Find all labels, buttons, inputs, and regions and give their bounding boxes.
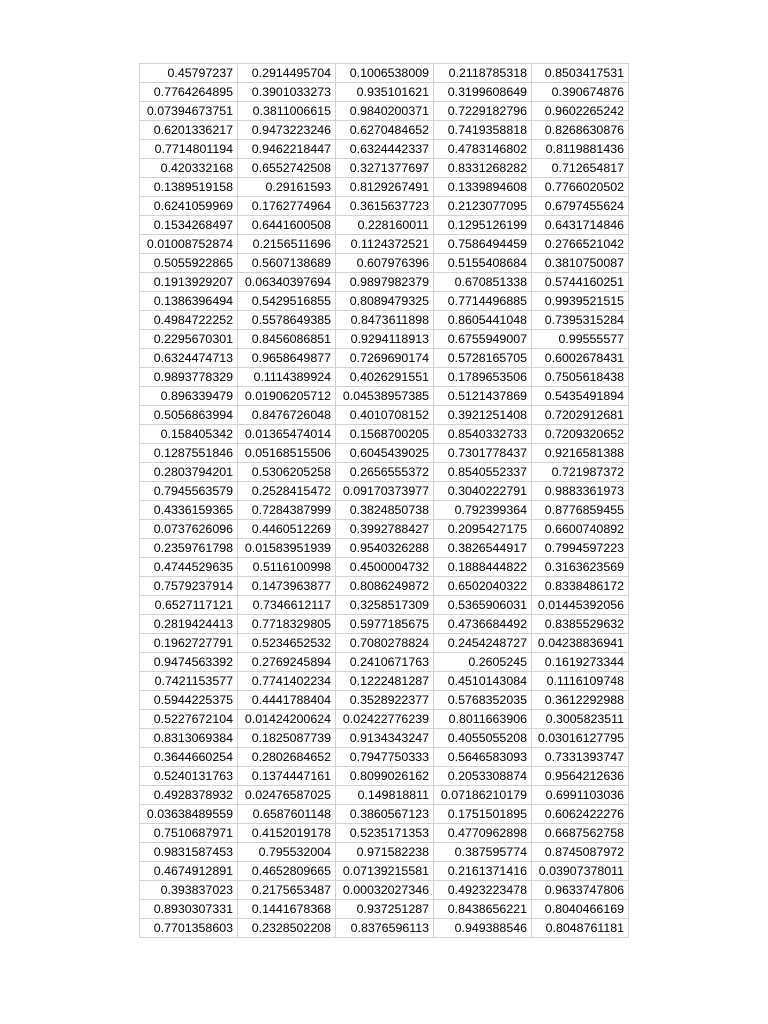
table-cell[interactable]: 0.0737626096 [140,520,238,539]
table-cell[interactable]: 0.8540552337 [434,463,532,482]
table-cell[interactable]: 0.2656555372 [336,463,434,482]
table-cell[interactable]: 0.06340397694 [238,273,336,292]
table-cell[interactable]: 0.6062422276 [532,805,629,824]
table-cell[interactable]: 0.07186210179 [434,786,532,805]
table-cell[interactable]: 0.5944225375 [140,691,238,710]
table-cell[interactable]: 0.3528922377 [336,691,434,710]
table-cell[interactable]: 0.2605245 [434,653,532,672]
table-cell[interactable]: 0.7080278824 [336,634,434,653]
table-row [140,178,629,197]
table-cell[interactable]: 0.1222481287 [336,672,434,691]
table-cell[interactable]: 0.9658649877 [238,349,336,368]
table-row [140,919,629,938]
table-cell[interactable]: 0.8745087972 [532,843,629,862]
table-cell[interactable]: 0.1114389924 [238,368,336,387]
table-cell[interactable]: 0.4010708152 [336,406,434,425]
table-cell[interactable]: 0.8040466169 [532,900,629,919]
table-cell[interactable]: 0.3860567123 [336,805,434,824]
table-cell[interactable]: 0.7209320652 [532,425,629,444]
table-cell[interactable]: 0.7510687971 [140,824,238,843]
table-cell[interactable]: 0.2359761798 [140,539,238,558]
table-cell[interactable]: 0.896339479 [140,387,238,406]
table-cell[interactable]: 0.795532004 [238,843,336,862]
table-cell[interactable]: 0.5977185675 [336,615,434,634]
table-cell[interactable]: 0.1789653506 [434,368,532,387]
table-cell[interactable]: 0.1124372521 [336,235,434,254]
table-cell[interactable]: 0.9473223246 [238,121,336,140]
table-cell[interactable]: 0.8385529632 [532,615,629,634]
table-cell[interactable]: 0.7505618438 [532,368,629,387]
table-cell[interactable]: 0.3258517309 [336,596,434,615]
table-cell[interactable]: 0.8119881436 [532,140,629,159]
table-cell[interactable]: 0.2161371416 [434,862,532,881]
table-cell[interactable]: 0.5607138689 [238,254,336,273]
table-cell[interactable]: 0.01583951939 [238,539,336,558]
table-cell[interactable]: 0.393837023 [140,881,238,900]
table-cell[interactable]: 0.971582238 [336,843,434,862]
table-cell[interactable]: 0.5744160251 [532,273,629,292]
table-cell[interactable]: 0.5768352035 [434,691,532,710]
table-row [140,254,629,273]
table-cell[interactable]: 0.2454248727 [434,634,532,653]
table-cell[interactable]: 0.4783146802 [434,140,532,159]
table-cell[interactable]: 0.07394673751 [140,102,238,121]
table-row [140,235,629,254]
table-cell[interactable]: 0.4510143084 [434,672,532,691]
table-cell[interactable]: 0.3810750087 [532,254,629,273]
table-row [140,368,629,387]
table-row [140,862,629,881]
table-cell[interactable]: 0.8456086851 [238,330,336,349]
table-cell[interactable]: 0.5235171353 [336,824,434,843]
table-cell[interactable]: 0.2819424413 [140,615,238,634]
table-row [140,102,629,121]
table-row [140,482,629,501]
table-cell[interactable]: 0.8473611898 [336,311,434,330]
table-cell[interactable]: 0.1473963877 [238,577,336,596]
table-cell[interactable]: 0.158405342 [140,425,238,444]
table-row [140,159,629,178]
table-cell[interactable]: 0.935101621 [336,83,434,102]
table-cell[interactable]: 0.8313069384 [140,729,238,748]
table-cell[interactable]: 0.01008752874 [140,235,238,254]
table-cell[interactable]: 0.4500004732 [336,558,434,577]
table-cell[interactable]: 0.6324474713 [140,349,238,368]
table-cell[interactable]: 0.6527117121 [140,596,238,615]
table-cell[interactable]: 0.4652809665 [238,862,336,881]
table-cell[interactable]: 0.7229182796 [434,102,532,121]
table-cell[interactable]: 0.1006538009 [336,64,434,83]
table-row [140,710,629,729]
table-cell[interactable]: 0.2766521042 [532,235,629,254]
table-cell[interactable]: 0.937251287 [336,900,434,919]
table-cell[interactable]: 0.2295670301 [140,330,238,349]
table-row [140,349,629,368]
table-cell[interactable]: 0.721987372 [532,463,629,482]
table-cell[interactable]: 0.6991103036 [532,786,629,805]
table-cell[interactable]: 0.01424200624 [238,710,336,729]
table-cell[interactable]: 0.9462218447 [238,140,336,159]
table-cell[interactable]: 0.5234652532 [238,634,336,653]
table-cell[interactable]: 0.4055055208 [434,729,532,748]
table-cell[interactable]: 0.09170373977 [336,482,434,501]
table-cell[interactable]: 0.8048761181 [532,919,629,938]
table-cell[interactable]: 0.9893778329 [140,368,238,387]
table-cell[interactable]: 0.2123077095 [434,197,532,216]
table-cell[interactable]: 0.1389519158 [140,178,238,197]
table-cell[interactable]: 0.3826544917 [434,539,532,558]
table-row [140,767,629,786]
table-cell[interactable]: 0.7994597223 [532,539,629,558]
table-cell[interactable]: 0.8086249872 [336,577,434,596]
table-cell[interactable]: 0.6552742508 [238,159,336,178]
table-cell[interactable]: 0.3163623569 [532,558,629,577]
table-cell[interactable]: 0.4923223478 [434,881,532,900]
table-cell[interactable]: 0.2156511696 [238,235,336,254]
table-row [140,729,629,748]
table-cell[interactable]: 0.949388546 [434,919,532,938]
table-cell[interactable]: 0.7764264895 [140,83,238,102]
table-cell[interactable]: 0.1287551846 [140,444,238,463]
table-row [140,539,629,558]
table-cell[interactable]: 0.6324442337 [336,140,434,159]
table-cell[interactable]: 0.9294118913 [336,330,434,349]
table-cell[interactable]: 0.7586494459 [434,235,532,254]
table-cell[interactable]: 0.02422776239 [336,710,434,729]
table-cell[interactable]: 0.1295126199 [434,216,532,235]
table-cell[interactable]: 0.04238836941 [532,634,629,653]
table-row [140,330,629,349]
table-cell[interactable]: 0.7331393747 [532,748,629,767]
table-cell[interactable]: 0.9564212636 [532,767,629,786]
table-cell[interactable]: 0.2528415472 [238,482,336,501]
table-cell[interactable]: 0.45797237 [140,64,238,83]
table-cell[interactable]: 0.6270484652 [336,121,434,140]
table-cell[interactable]: 0.7714496885 [434,292,532,311]
table-cell[interactable]: 0.8605441048 [434,311,532,330]
table-cell[interactable]: 0.8129267491 [336,178,434,197]
table-cell[interactable]: 0.9216581388 [532,444,629,463]
table-cell[interactable]: 0.7346612117 [238,596,336,615]
table-cell[interactable]: 0.5121437869 [434,387,532,406]
table-cell[interactable]: 0.01906205712 [238,387,336,406]
table-cell[interactable]: 0.1825087739 [238,729,336,748]
table-cell[interactable]: 0.5056863994 [140,406,238,425]
table-cell[interactable]: 0.1962727791 [140,634,238,653]
table-cell[interactable]: 0.1751501895 [434,805,532,824]
table-cell[interactable]: 0.7741402234 [238,672,336,691]
table-cell[interactable]: 0.2053308874 [434,767,532,786]
table-cell[interactable]: 0.6241059969 [140,197,238,216]
table-cell[interactable]: 0.3199608649 [434,83,532,102]
table-cell[interactable]: 0.7419358818 [434,121,532,140]
table-cell[interactable]: 0.6431714846 [532,216,629,235]
table-cell[interactable]: 0.7284387999 [238,501,336,520]
table-cell[interactable]: 0.5116100998 [238,558,336,577]
table-cell[interactable]: 0.8540332733 [434,425,532,444]
table-cell[interactable]: 0.3271377697 [336,159,434,178]
table-cell[interactable]: 0.7395315284 [532,311,629,330]
table-cell[interactable]: 0.8930307331 [140,900,238,919]
table-row [140,881,629,900]
table-cell[interactable]: 0.7947750333 [336,748,434,767]
table-cell[interactable]: 0.607976396 [336,254,434,273]
table-row [140,805,629,824]
table-cell[interactable]: 0.5155408684 [434,254,532,273]
table-cell[interactable]: 0.8476726048 [238,406,336,425]
table-cell[interactable]: 0.5435491894 [532,387,629,406]
table-cell[interactable]: 0.1441678368 [238,900,336,919]
table-cell[interactable]: 0.4460512269 [238,520,336,539]
table-cell[interactable]: 0.1534268497 [140,216,238,235]
table-row [140,140,629,159]
table-cell[interactable]: 0.6502040322 [434,577,532,596]
table-cell[interactable]: 0.1386396494 [140,292,238,311]
table-cell[interactable]: 0.03907378011 [532,862,629,881]
table-cell[interactable]: 0.07139215581 [336,862,434,881]
table-cell[interactable]: 0.4026291551 [336,368,434,387]
table-cell[interactable]: 0.02476587025 [238,786,336,805]
table-cell[interactable]: 0.9540326288 [336,539,434,558]
table-cell[interactable]: 0.4744529635 [140,558,238,577]
table-cell[interactable]: 0.8331268282 [434,159,532,178]
table-cell[interactable]: 0.5429516855 [238,292,336,311]
table-cell[interactable]: 0.3921251408 [434,406,532,425]
table-cell[interactable]: 0.6755949007 [434,330,532,349]
table-cell[interactable]: 0.2410671763 [336,653,434,672]
table-row [140,843,629,862]
table-row [140,463,629,482]
data-table [139,63,629,938]
table-cell[interactable]: 0.7421153577 [140,672,238,691]
table-cell[interactable]: 0.4152019178 [238,824,336,843]
table-cell[interactable]: 0.3005823511 [532,710,629,729]
table-cell[interactable]: 0.3824850738 [336,501,434,520]
table-row [140,900,629,919]
table-cell[interactable]: 0.7714801194 [140,140,238,159]
table-cell[interactable]: 0.7202912681 [532,406,629,425]
table-cell[interactable]: 0.228160011 [336,216,434,235]
table-cell[interactable]: 0.3901033273 [238,83,336,102]
table-cell[interactable]: 0.01365474014 [238,425,336,444]
table-cell[interactable]: 0.1339894608 [434,178,532,197]
table-body [140,64,629,938]
table-cell[interactable]: 0.2914495704 [238,64,336,83]
table-cell[interactable]: 0.03638489559 [140,805,238,824]
table-row [140,596,629,615]
table-cell[interactable]: 0.4441788404 [238,691,336,710]
table-row [140,197,629,216]
table-cell[interactable]: 0.1913929207 [140,273,238,292]
table-row [140,292,629,311]
table-cell[interactable]: 0.1568700205 [336,425,434,444]
table-row [140,311,629,330]
table-cell[interactable]: 0.3615637723 [336,197,434,216]
table-cell[interactable]: 0.4928378932 [140,786,238,805]
table-cell[interactable]: 0.6045439025 [336,444,434,463]
table-cell[interactable]: 0.7766020502 [532,178,629,197]
table-cell[interactable]: 0.8338486172 [532,577,629,596]
table-cell[interactable]: 0.03016127795 [532,729,629,748]
table-cell[interactable]: 0.6441600508 [238,216,336,235]
table-cell[interactable]: 0.8438656221 [434,900,532,919]
table-cell[interactable]: 0.5306205258 [238,463,336,482]
table-cell[interactable]: 0.5365906031 [434,596,532,615]
table-cell[interactable]: 0.01445392056 [532,596,629,615]
table-cell[interactable]: 0.7701358603 [140,919,238,938]
table-cell[interactable]: 0.9840200371 [336,102,434,121]
table-cell[interactable]: 0.8503417531 [532,64,629,83]
table-cell[interactable]: 0.8099026162 [336,767,434,786]
table-row [140,748,629,767]
table-cell[interactable]: 0.9831587453 [140,843,238,862]
table-cell[interactable]: 0.7301778437 [434,444,532,463]
table-row [140,634,629,653]
table-cell[interactable]: 0.2118785318 [434,64,532,83]
table-row [140,83,629,102]
table-cell[interactable]: 0.8011663906 [434,710,532,729]
table-cell[interactable]: 0.4674912891 [140,862,238,881]
table-cell[interactable]: 0.5578649385 [238,311,336,330]
table-cell[interactable]: 0.8376596113 [336,919,434,938]
table-cell[interactable]: 0.9883361973 [532,482,629,501]
table-cell[interactable]: 0.9134343247 [336,729,434,748]
table-cell[interactable]: 0.7718329805 [238,615,336,634]
table-cell[interactable]: 0.9474563392 [140,653,238,672]
table-cell[interactable]: 0.390674876 [532,83,629,102]
table-row [140,64,629,83]
table-cell[interactable]: 0.6797455624 [532,197,629,216]
table-row [140,216,629,235]
table-cell[interactable]: 0.6587601148 [238,805,336,824]
table-cell[interactable]: 0.6201336217 [140,121,238,140]
table-cell[interactable]: 0.04538957385 [336,387,434,406]
table-cell[interactable]: 0.6687562758 [532,824,629,843]
table-cell[interactable]: 0.4770962898 [434,824,532,843]
table-cell[interactable]: 0.9602265242 [532,102,629,121]
table-row [140,691,629,710]
table-cell[interactable]: 0.2769245894 [238,653,336,672]
table-cell[interactable]: 0.9897982379 [336,273,434,292]
table-cell[interactable]: 0.9939521515 [532,292,629,311]
table-row [140,558,629,577]
table-cell[interactable]: 0.05168515506 [238,444,336,463]
table-cell[interactable]: 0.6600740892 [532,520,629,539]
table-cell[interactable]: 0.7945563579 [140,482,238,501]
table-cell[interactable]: 0.1374447161 [238,767,336,786]
table-cell[interactable]: 0.5646583093 [434,748,532,767]
table-cell[interactable]: 0.5227672104 [140,710,238,729]
table-cell[interactable]: 0.3811006615 [238,102,336,121]
table-cell[interactable]: 0.00032027346 [336,881,434,900]
table-cell[interactable]: 0.8089479325 [336,292,434,311]
table-cell[interactable]: 0.149818811 [336,786,434,805]
table-cell[interactable]: 0.712654817 [532,159,629,178]
table-cell[interactable]: 0.420332168 [140,159,238,178]
table-cell[interactable]: 0.8268630876 [532,121,629,140]
table-cell[interactable]: 0.4984722252 [140,311,238,330]
table-row [140,577,629,596]
table-cell[interactable]: 0.7579237914 [140,577,238,596]
table-cell[interactable]: 0.3644660254 [140,748,238,767]
table-row [140,273,629,292]
table-cell[interactable]: 0.4336159365 [140,501,238,520]
table-cell[interactable]: 0.9633747806 [532,881,629,900]
table-cell[interactable]: 0.6002678431 [532,349,629,368]
table-cell[interactable]: 0.2095427175 [434,520,532,539]
table-cell[interactable]: 0.1116109748 [532,672,629,691]
table-row [140,824,629,843]
table-row [140,425,629,444]
table-cell[interactable]: 0.29161593 [238,178,336,197]
table-cell[interactable]: 0.3612292988 [532,691,629,710]
table-cell[interactable]: 0.2803794201 [140,463,238,482]
table-cell[interactable]: 0.5240131763 [140,767,238,786]
table-row [140,786,629,805]
table-row [140,121,629,140]
table-cell[interactable]: 0.4736684492 [434,615,532,634]
table-row [140,406,629,425]
table-cell[interactable]: 0.2328502208 [238,919,336,938]
table-row [140,444,629,463]
table-cell[interactable]: 0.1762774964 [238,197,336,216]
table-cell[interactable]: 0.99555577 [532,330,629,349]
table-cell[interactable]: 0.670851338 [434,273,532,292]
table-row [140,672,629,691]
table-row [140,501,629,520]
table-cell[interactable]: 0.792399364 [434,501,532,520]
table-cell[interactable]: 0.5728165705 [434,349,532,368]
table-cell[interactable]: 0.1619273344 [532,653,629,672]
table-cell[interactable]: 0.8776859455 [532,501,629,520]
table-cell[interactable]: 0.7269690174 [336,349,434,368]
table-cell[interactable]: 0.2175653487 [238,881,336,900]
table-cell[interactable]: 0.3040222791 [434,482,532,501]
table-cell[interactable]: 0.5055922865 [140,254,238,273]
table-cell[interactable]: 0.2802684652 [238,748,336,767]
table-cell[interactable]: 0.387595774 [434,843,532,862]
table-cell[interactable]: 0.3992788427 [336,520,434,539]
table-cell[interactable]: 0.1888444822 [434,558,532,577]
table-row [140,387,629,406]
table-row [140,520,629,539]
table-row [140,653,629,672]
table-row [140,615,629,634]
